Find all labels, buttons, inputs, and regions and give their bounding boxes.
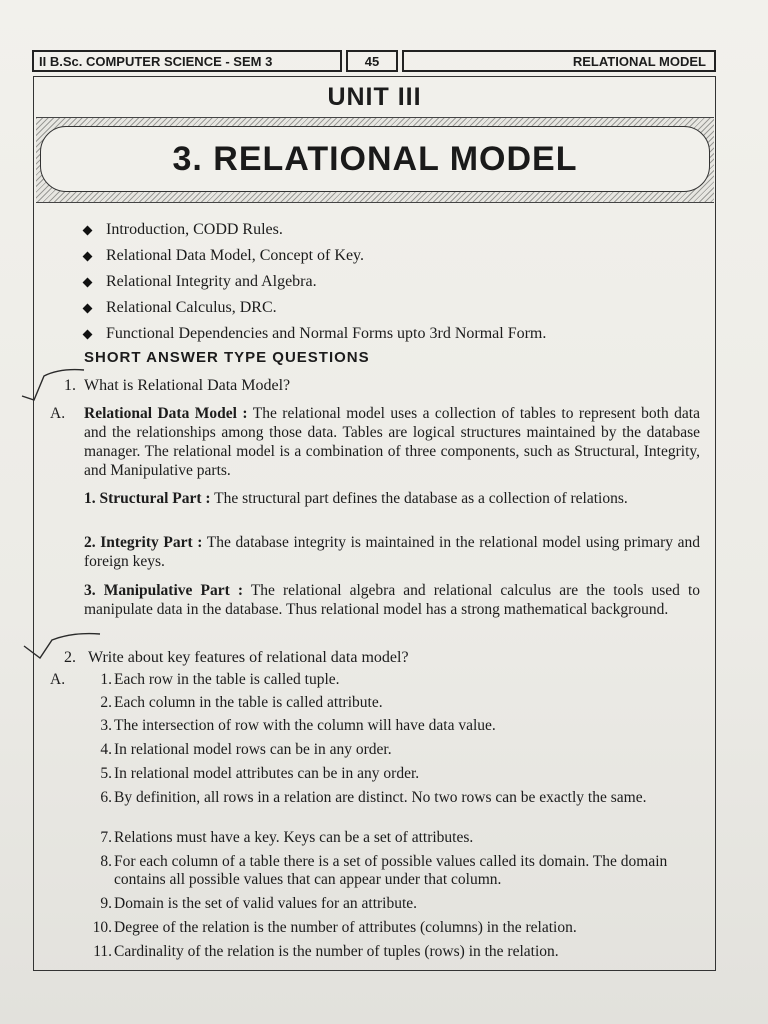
item-text: The intersection of row with the column will have data value.: [114, 717, 496, 734]
topic-text: Introduction, CODD Rules.: [106, 221, 283, 238]
item-number: 10.: [92, 919, 112, 936]
chapter-title: 3. RELATIONAL MODEL: [172, 139, 578, 178]
item-text: Each column in the table is called attribute.: [114, 694, 383, 711]
item-text: Relations must have a key. Keys can be a set of attributes.: [114, 829, 474, 846]
diamond-bullet-icon: [83, 225, 93, 235]
topic-item: [84, 269, 546, 295]
chapter-label: RELATIONAL MODEL: [572, 53, 706, 69]
item-number: 7.: [100, 829, 112, 846]
question-text: What is Relational Data Model?: [84, 377, 291, 394]
topic-list: [84, 217, 546, 347]
part-text: The database integrity is maintained in the relational model using primary and foreign keys.: [84, 534, 700, 570]
diamond-bullet-icon: [83, 303, 93, 313]
answer-label: A.: [50, 671, 66, 688]
question-text: Write about key features of relational data model?: [88, 649, 409, 666]
course-header: [32, 50, 342, 72]
chapter-header: [402, 50, 716, 72]
question-number: 2.: [64, 649, 76, 666]
chapter-banner-inner: [40, 126, 710, 192]
chapter-banner: [36, 117, 714, 203]
topic-text: Relational Calculus, DRC.: [106, 299, 277, 316]
topic-item: [84, 243, 546, 269]
item-number: 11.: [93, 943, 112, 960]
topic-item: [84, 321, 546, 347]
answer-1: [84, 404, 700, 480]
item-number: 1.: [100, 671, 112, 688]
item-number: 4.: [100, 741, 112, 758]
answer-label: A.: [50, 405, 66, 422]
page-number-box: [346, 50, 398, 72]
item-number: 9.: [100, 895, 112, 912]
item-text: For each column of a table there is a set of possible values called its domain. The domain contains all possible values that can appear under that column.: [114, 853, 668, 888]
topic-text: Relational Data Model, Concept of Key.: [106, 247, 364, 264]
part-label: 3. Manipulative Part :: [84, 582, 243, 599]
diamond-bullet-icon: [83, 329, 93, 339]
answer-term: Relational Data Model :: [84, 405, 248, 422]
item-text: By definition, all rows in a relation are distinct. No two rows can be exactly the same.: [114, 789, 647, 806]
part-text: The structural part defines the database as a collection of relations.: [214, 490, 628, 507]
item-text: Cardinality of the relation is the number of tuples (rows) in the relation.: [114, 943, 559, 960]
course-label: II B.Sc. COMPUTER SCIENCE - SEM 3: [39, 53, 273, 69]
item-text: In relational model rows can be in any order.: [114, 741, 392, 758]
part-label: 1. Structural Part :: [84, 490, 211, 507]
answer-line: The relational model uses a collection of tables to represent: [252, 405, 636, 422]
answer-text: both data and the relationships among those data. Tables are logical structures maintained by the database manager. The relational model is a combination of three components, such as Structural, Integrity, and Manipulative parts.: [84, 405, 700, 479]
topic-item: [84, 295, 546, 321]
section-heading: SHORT ANSWER TYPE QUESTIONS: [84, 349, 370, 366]
question-number: 1.: [64, 377, 76, 394]
item-text: In relational model attributes can be in any order.: [114, 765, 420, 782]
item-number: 3.: [100, 717, 112, 734]
item-text: Each row in the table is called tuple.: [114, 671, 340, 688]
diamond-bullet-icon: [83, 277, 93, 287]
item-number: 6.: [100, 789, 112, 806]
part-label: 2. Integrity Part :: [84, 534, 203, 551]
item-text: Domain is the set of valid values for an attribute.: [114, 895, 418, 912]
topic-text: Relational Integrity and Algebra.: [106, 273, 317, 290]
part-manipulative: [84, 581, 700, 619]
item-text: Degree of the relation is the number of attributes (columns) in the relation.: [114, 919, 577, 936]
diamond-bullet-icon: [83, 251, 93, 261]
topic-item: [84, 217, 546, 243]
pen-tick-mark-icon: [22, 632, 102, 668]
part-text: The relational algebra and relational calculus are the tools used to manipulate data in the database. Thus relational model has a strong mathematical background.: [84, 582, 701, 618]
pen-tick-mark-icon: [20, 364, 90, 404]
unit-title: UNIT III: [327, 83, 422, 111]
page-number: 45: [364, 53, 380, 69]
part-integrity: [84, 533, 700, 571]
item-number: 5.: [100, 765, 112, 782]
topic-text: Functional Dependencies and Normal Forms upto 3rd Normal Form.: [106, 325, 547, 342]
item-number: 2.: [100, 694, 112, 711]
content-frame: [33, 76, 716, 971]
part-structural: [84, 489, 700, 508]
item-number: 8.: [100, 853, 112, 870]
